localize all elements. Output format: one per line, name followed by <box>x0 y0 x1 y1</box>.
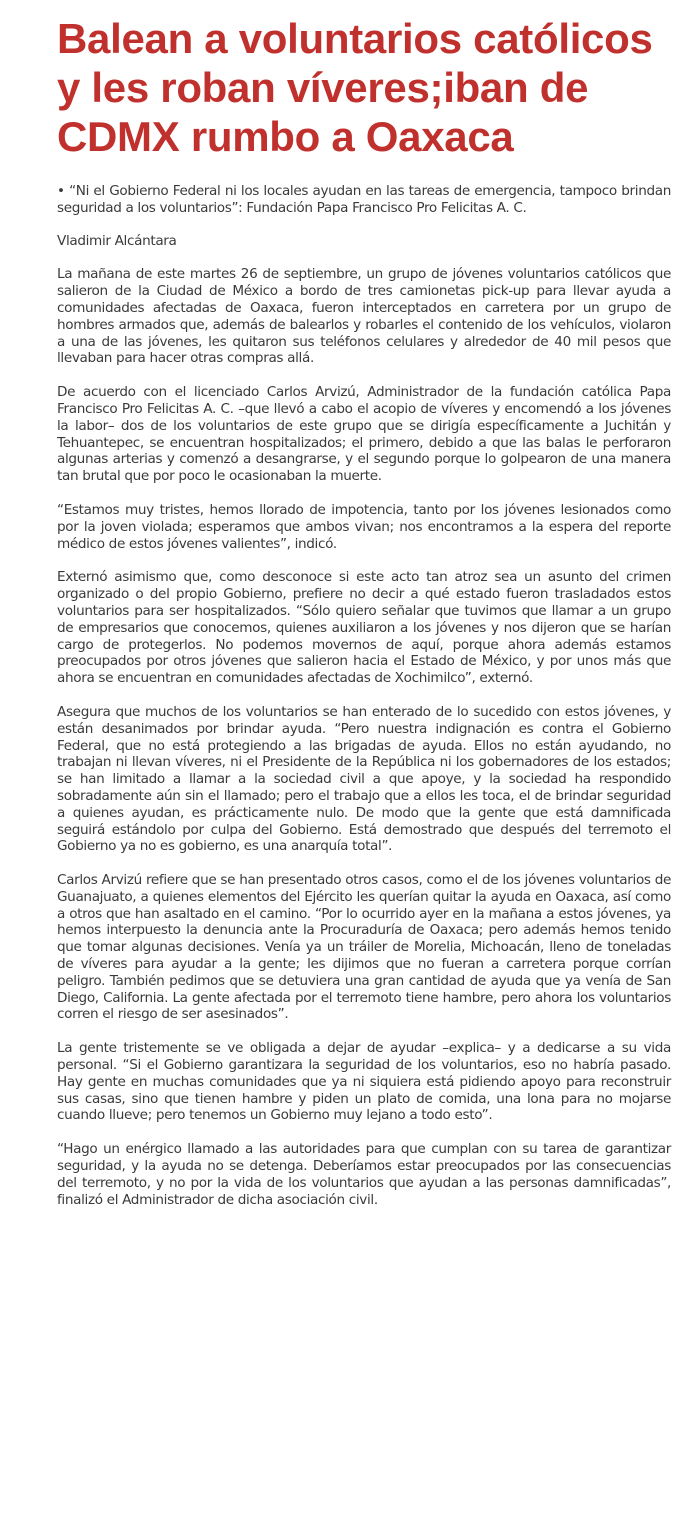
article-title: Balean a voluntarios católicos y les roban víveres;iban de CDMX rumbo a Oaxaca <box>57 15 653 160</box>
article-paragraph: “Hago un enérgico llamado a las autoridades para que cumplan con su tarea de garantizar seguridad, y la ayuda no se detenga. Deberíamos estar preocupados por las consecuencias del terremoto, y no por la vida de los voluntarios que ayudan a las personas damnificadas”, finalizó el Administrador de dicha asociación civil. <box>57 1141 671 1208</box>
article-paragraph: La mañana de este martes 26 de septiembre, un grupo de jóvenes voluntarios católicos que salieron de la Ciudad de México a bordo de tres camionetas pick-up para llevar ayuda a comunidades afectadas de Oaxaca, fueron interceptados en carretera por un grupo de hombres armados que, además de balearlos y robarles el contenido de los vehículos, violaron a una de las jóvenes, les quitaron sus teléfonos celulares y alrededor de 40 mil pesos que llevaban para hacer otras compras allá. <box>57 266 671 367</box>
article-paragraph: Asegura que muchos de los voluntarios se han enterado de lo sucedido con estos jóvenes, y están desanimados por brindar ayuda. “Pero nuestra indignación es contra el Gobierno Federal, que no está protegiendo a las brigadas de ayuda. Ellos no están ayudando, no trabajan ni llevan víveres, ni el Presidente de la República ni los gobernadores de los estados; se han limitado a llamar a la sociedad civil a que apoye, y la sociedad ha respondido sobradamente aún sin el llamado; pero el trabajo que a ellos les toca, el de brindar seguridad a quienes ayudan, es prácticamente nulo. De modo que la gente que está damnificada seguirá estándolo por culpa del Gobierno. Está demostrado que después del terremoto el Gobierno ya no es gobierno, es una anarquía total”. <box>57 703 671 855</box>
article <box>57 14 671 1225</box>
article-paragraph: Carlos Arvizú refiere que se han presentado otros casos, como el de los jóvenes voluntarios de Guanajuato, a quienes elementos del Ejército les querían quitar la ayuda en Oaxaca, así como a otros que han asaltado en el camino. “Por lo ocurrido ayer en la mañana a estos jóvenes, ya hemos interpuesto la denuncia ante la Procuraduría de Oaxaca; pero además hemos tenido que tomar algunas decisiones. Venía ya un tráiler de Morelia, Michoacán, lleno de toneladas de víveres para ayudar a la gente; les dijimos que no fueran a carretera porque corrían peligro. También pedimos que se detuviera una gran cantidad de ayuda que ya venía de San Diego, California. La gente afectada por el terremoto tiene hambre, pero ahora los voluntarios corren el riesgo de ser asesinados”. <box>57 872 671 1023</box>
article-paragraph: La gente tristemente se ve obligada a dejar de ayudar –explica– y a dedicarse a su vida personal. “Si el Gobierno garantizara la seguridad de los voluntarios, eso no habría pasado. Hay gente en muchas comunidades que ya ni siquiera está pidiendo apoyo para reconstruir sus casas, sino que tienen hambre y piden un plato de comida, una lona para no mojarse cuando llueve; pero tenemos un Gobierno muy lejano a todo esto”. <box>57 1040 671 1124</box>
article-byline: Vladimir Alcántara <box>57 232 177 249</box>
article-paragraph: “Estamos muy tristes, hemos llorado de impotencia, tanto por los jóvenes lesionados como por la joven violada; esperamos que ambos vivan; nos encontramos a la espera del reporte médico de estos jóvenes valientes”, indicó. <box>57 501 671 552</box>
article-paragraph: De acuerdo con el licenciado Carlos Arvizú, Administrador de la fundación católica Papa Francisco Pro Felicitas A. C. –que llevó a cabo el acopio de víveres y encomendó a los jóvenes la labor– dos de los voluntarios de este grupo que se dirigía específicamente a Juchitán y Tehuantepec, se encuentran hospitalizados; el primero, debido a que las balas le perforaron algunas arterias y comenzó a desangrarse, y el segundo porque lo golpearon de una manera tan brutal que por poco le ocasionaban la muerte. <box>57 384 671 485</box>
article-summary: • “Ni el Gobierno Federal ni los locales ayudan en las tareas de emergencia, tampoco brindan seguridad a los voluntarios”: Fundación Papa Francisco Pro Felicitas A. C. <box>57 183 671 216</box>
article-paragraph: Externó asimismo que, como desconoce si este acto tan atroz sea un asunto del crimen organizado o del propio Gobierno, prefiere no decir a qué estado fueron trasladados estos voluntarios para ser hospitalizados. “Sólo quiero señalar que tuvimos que llamar a un grupo de empresarios que conocemos, quienes auxiliaron a los jóvenes y nos dijeron que se harían cargo de protegerlos. No podemos movernos de aquí, porque ahora además estamos preocupados por otros jóvenes que salieron hacia el Estado de México, y por unos más que ahora se encuentran en comunidades afectadas de Xochimilco”, externó. <box>57 569 671 687</box>
